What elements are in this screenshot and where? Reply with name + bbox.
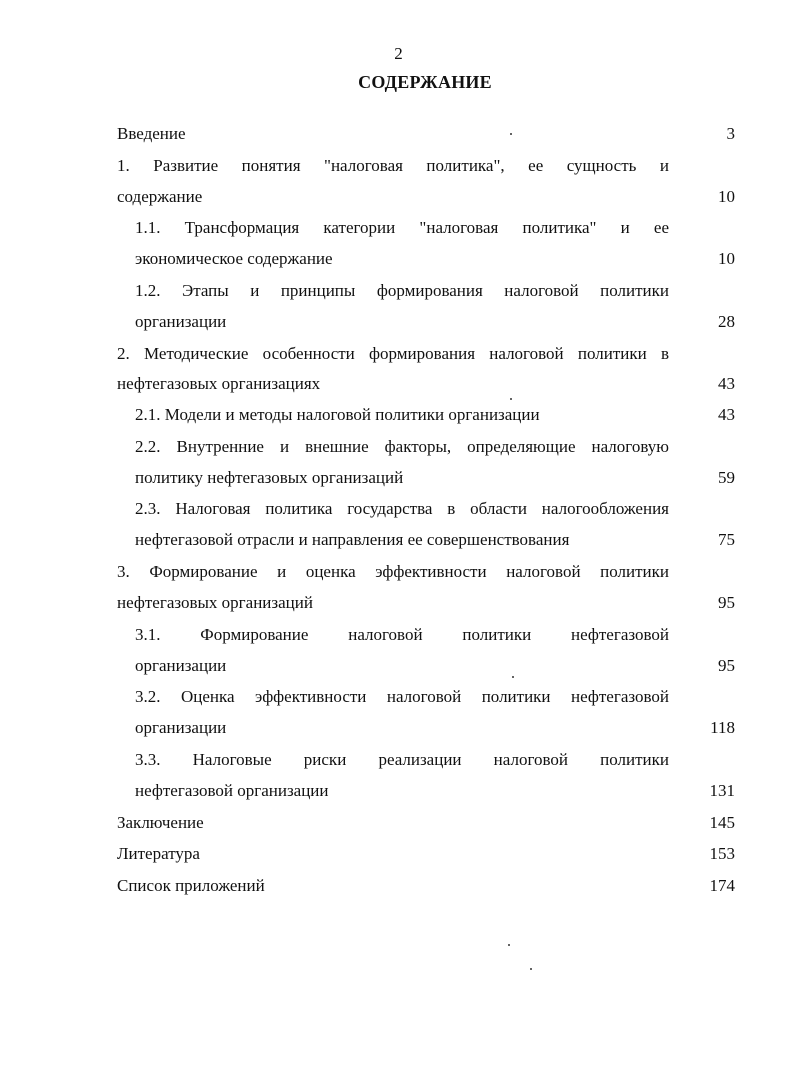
page-number: 2 xyxy=(394,44,403,63)
toc-entry-line: нефтегазовой отрасли и направления ее совершенствования xyxy=(135,530,570,549)
toc-entry-line: экономическое содержание xyxy=(135,249,333,268)
toc-entry-line: 3.3. Налоговые риски реализации налоговой политики xyxy=(135,750,669,769)
toc-entry-line: Заключение xyxy=(117,813,204,832)
toc-entry-line: нефтегазовых организациях xyxy=(117,374,321,393)
toc-page-number: 75 xyxy=(718,530,735,549)
toc-page-number: 131 xyxy=(709,781,735,800)
toc-entry-line: 2.2. Внутренние и внешние факторы, определяющие налоговую xyxy=(135,437,669,456)
toc-entry-line: 3. Формирование и оценка эффективности налоговой политики xyxy=(117,562,669,581)
toc-entry-line: Литература xyxy=(117,844,200,863)
toc-entry-line: организации xyxy=(135,718,227,737)
scan-speck xyxy=(510,398,512,400)
toc-entry-line: 3.2. Оценка эффективности налоговой политики нефтегазовой xyxy=(135,687,669,706)
toc-entry-line: организации xyxy=(135,312,227,331)
toc-entry-line: 3.1. Формирование налоговой политики нефтегазовой xyxy=(135,625,669,644)
toc-page-number: 174 xyxy=(709,876,735,895)
scan-speck xyxy=(508,944,510,946)
toc-entry-line: 1.2. Этапы и принципы формирования налоговой политики xyxy=(135,281,669,300)
toc-entry-line: организации xyxy=(135,656,227,675)
toc-entry-line: политику нефтегазовых организаций xyxy=(135,468,404,487)
toc-page-number: 28 xyxy=(718,312,735,331)
toc-title: СОДЕРЖАНИЕ xyxy=(358,72,492,92)
toc-entry-line: 1. Развитие понятия "налоговая политика", ее сущность и xyxy=(117,156,669,175)
toc-page-number: 118 xyxy=(710,718,735,737)
toc-page-number: 59 xyxy=(718,468,735,487)
toc-entry-line: 1.1. Трансформация категории "налоговая политика" и ее xyxy=(135,218,669,237)
toc-entry-line: 2.1. Модели и методы налоговой политики организации xyxy=(135,405,540,424)
toc-page-number: 43 xyxy=(718,405,735,424)
toc-entry-line: 2. Методические особенности формирования налоговой политики в xyxy=(117,344,669,363)
scan-speck xyxy=(512,676,514,678)
toc-page-number: 145 xyxy=(709,813,735,832)
toc-entry-line: нефтегазовой организации xyxy=(135,781,329,800)
toc-page-number: 95 xyxy=(718,656,735,675)
toc-entry-line: Введение xyxy=(117,124,186,143)
toc-page-number: 10 xyxy=(718,249,735,268)
toc-page-number: 10 xyxy=(718,187,735,206)
toc-entry-line: 2.3. Налоговая политика государства в области налогообложения xyxy=(135,499,669,518)
scan-speck xyxy=(510,133,512,135)
toc-page-number: 95 xyxy=(718,593,735,612)
toc-entry-line: Список приложений xyxy=(117,876,265,895)
toc-page-number: 43 xyxy=(718,374,735,393)
toc-entry-line: нефтегазовых организаций xyxy=(117,593,313,612)
toc-page-number: 153 xyxy=(709,844,735,863)
scan-speck xyxy=(530,968,532,970)
toc-page-number: 3 xyxy=(726,124,735,143)
toc-entry-line: содержание xyxy=(117,187,203,206)
